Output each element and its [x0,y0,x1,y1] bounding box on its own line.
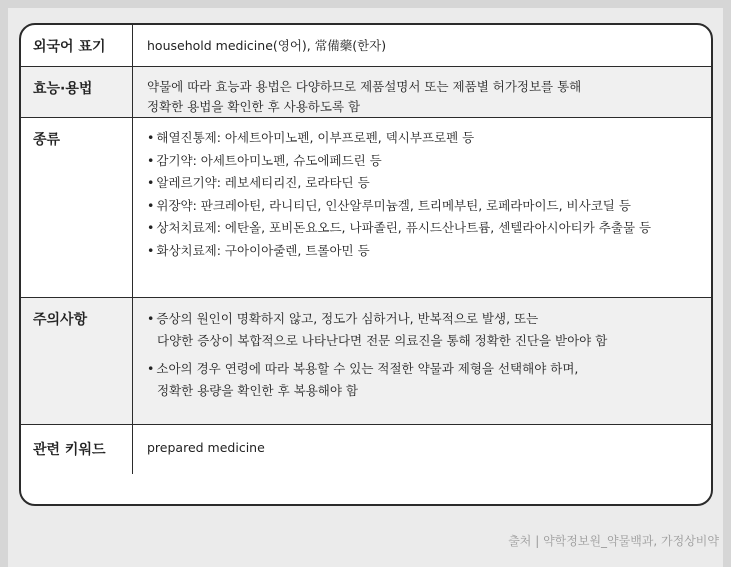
content-line: household medicine(영어), 常備藥(한자) [147,38,387,53]
list-item: • 화상치료제: 구아이아줄렌, 트롤아민 등 [147,240,699,263]
row-label: 효능·용법 [21,67,133,117]
row-label: 외국어 표기 [21,25,133,66]
row-foreign-name [21,25,711,67]
row-content [133,425,711,474]
list-item: • 소아의 경우 연령에 따라 복용할 수 있는 적절한 약물과 제형을 선택해야 하며, [147,358,699,380]
caution-paragraph [147,308,699,352]
source-caption: 출처 | 약학정보원_약물백과, 가정상비약 [508,534,719,548]
frame-left [0,0,8,567]
list-item: • 해열진통제: 아세트아미노펜, 이부프로펜, 덱시부프로펜 등 [147,127,699,150]
row-content [133,298,711,424]
list-item: • 알레르기약: 레보세티리진, 로라타딘 등 [147,172,699,195]
caution-paragraph [147,358,699,402]
row-usage [21,67,711,118]
row-types [21,118,711,298]
list-item: • 위장약: 판크레아틴, 라니티딘, 인산알루미늄겔, 트리메부틴, 로페라마이드, 비사코딜 등 [147,195,699,218]
frame-right [723,0,731,567]
row-label: 관련 키워드 [21,425,133,474]
list-item: • 상처치료제: 에탄올, 포비돈요오드, 나파졸린, 퓨시드산나트륨, 센텔라아시아티카 추출물 등 [147,217,699,240]
row-content [133,118,711,297]
list-item-continuation: 다양한 증상이 복합적으로 나타난다면 전문 의료진을 통해 정확한 진단을 받아야 함 [157,333,608,348]
row-content [133,67,711,117]
row-label: 주의사항 [21,298,133,424]
list-item-continuation: 정확한 용량을 확인한 후 복용해야 함 [157,383,358,398]
info-table [19,23,713,506]
row-label: 종류 [21,118,133,297]
content-line: 약물에 따라 효능과 용법은 다양하므로 제품설명서 또는 제품별 허가정보를 통해 [147,79,582,94]
content-line: prepared medicine [147,440,265,455]
list-item: • 증상의 원인이 명확하지 않고, 정도가 심하거나, 반복적으로 발생, 또는 [147,308,699,330]
row-content [133,25,711,66]
content-line: 정확한 용법을 확인한 후 사용하도록 함 [147,99,361,114]
frame-top [0,0,731,8]
row-keywords [21,425,711,474]
row-cautions [21,298,711,425]
list-item: • 감기약: 아세트아미노펜, 슈도에페드린 등 [147,150,699,173]
